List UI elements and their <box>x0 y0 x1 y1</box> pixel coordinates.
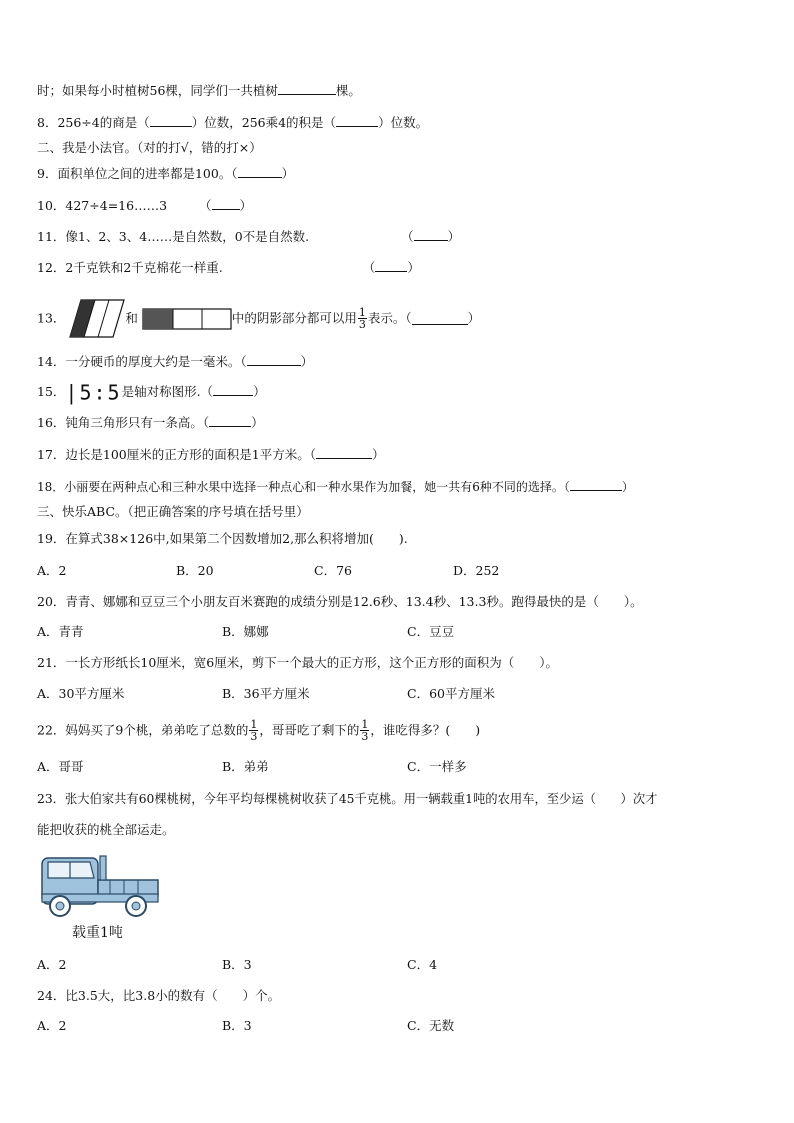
question-15: 15．|5:5是轴对称图形.（ ） <box>37 380 266 405</box>
option-c[interactable]: C．60平方厘米 <box>407 686 495 701</box>
rectangle-strip-figure <box>142 308 232 330</box>
truck-image <box>40 850 162 920</box>
option-a[interactable]: A．青青 <box>37 624 84 639</box>
section-2-heading: 二、我是小法官。（对的打√，错的打×） <box>37 140 262 155</box>
fraction-one-third: $\frac{1}{3}$ <box>250 718 258 743</box>
option-a[interactable]: A．2 <box>37 563 67 578</box>
answer-blank <box>375 259 407 272</box>
question-14: 14．一分硬币的厚度大约是一毫米。（ ） <box>37 354 314 369</box>
question-10: 10．427÷4=16……3 （ ） <box>37 198 253 213</box>
answer-blank <box>412 312 468 325</box>
question-23: 23．张大伯家共有60棵桃树，今年平均每棵桃树收获了45千克桃。用一辆载重1吨的农用车，至少运（ ）次才 <box>37 792 658 806</box>
answer-blank <box>414 228 448 241</box>
question-12: 12．2千克铁和2千克棉花一样重. （ ） <box>37 260 420 275</box>
question-18: 18．小丽要在两种点心和三种水果中选择一种点心和一种水果作为加餐，她一共有6种不同的选择。（ ） <box>37 480 634 494</box>
option-a[interactable]: A．2 <box>37 957 67 972</box>
question-9: 9．面积单位之间的进率都是100。（ ） <box>37 166 295 181</box>
option-b[interactable]: B．3 <box>222 957 252 972</box>
answer-blank <box>209 414 251 427</box>
answer-blank <box>570 478 622 491</box>
question-17: 17．边长是100厘米的正方形的面积是1平方米。（ ） <box>37 447 385 462</box>
fraction-one-third: $\frac{1}{3}$ <box>358 306 366 331</box>
answer-blank <box>336 114 378 127</box>
answer-blank <box>278 82 336 95</box>
truck-caption: 载重1吨 <box>72 925 123 941</box>
answer-blank <box>150 114 192 127</box>
question-20: 20．青青、娜娜和豆豆三个小朋友百米赛跑的成绩分别是12.6秒、13.4秒、13.3秒。跑得最快的是（ ）。 <box>37 594 643 609</box>
answer-blank <box>316 446 372 459</box>
question-19: 19．在算式38×126中,如果第二个因数增加2,那么积将增加( ). <box>37 531 408 546</box>
option-b[interactable]: B．3 <box>222 1018 252 1033</box>
question-24: 24．比3.5大，比3.8小的数有（ ）个。 <box>37 988 281 1003</box>
answer-blank <box>212 197 240 210</box>
option-b[interactable]: B．20 <box>176 563 214 578</box>
option-c[interactable]: C．豆豆 <box>407 624 455 639</box>
question-13: 13． 和 中的阴影部分都可以用 $\frac{1}{3}$ 表示。（ ） <box>37 298 480 339</box>
answer-blank <box>247 353 301 366</box>
option-b[interactable]: B．弟弟 <box>222 759 269 774</box>
question-21: 21．一长方形纸长10厘米，宽6厘米，剪下一个最大的正方形，这个正方形的面积为（ ）。 <box>37 655 559 670</box>
answer-blank <box>238 165 282 178</box>
fraction-one-third: $\frac{1}{3}$ <box>361 718 369 743</box>
option-d[interactable]: D．252 <box>453 563 500 578</box>
option-c[interactable]: C．一样多 <box>407 759 467 774</box>
answer-blank <box>213 383 253 396</box>
question-8: 8．256÷4的商是（ ）位数，256乘4的积是（ ）位数。 <box>37 115 429 130</box>
option-c[interactable]: C．4 <box>407 957 438 972</box>
question-11: 11．像1、2、3、4……是自然数，0不是自然数. （ ） <box>37 229 461 244</box>
digital-digits-figure: |5:5 <box>65 380 122 405</box>
option-a[interactable]: A．30平方厘米 <box>37 686 125 701</box>
section-3-heading: 三、快乐ABC。（把正确答案的序号填在括号里） <box>37 504 309 519</box>
question-16: 16．钝角三角形只有一条高。（ ） <box>37 415 264 430</box>
question-7-tail: 时；如果每小时植树56棵，同学们一共植树 棵。 <box>37 83 361 98</box>
option-b[interactable]: B．娜娜 <box>222 624 269 639</box>
option-c[interactable]: C．76 <box>314 563 352 578</box>
option-b[interactable]: B．36平方厘米 <box>222 686 310 701</box>
parallelogram-figure <box>69 299 125 339</box>
question-22: 22．妈妈买了9个桃，弟弟吃了总数的 $\frac{1}{3}$ ，哥哥吃了剩下的 $\frac{1}{3}$ ，谁吃得多？( ) <box>37 718 481 743</box>
option-a[interactable]: A．2 <box>37 1018 67 1033</box>
question-23-cont: 能把收获的桃全部运走。 <box>37 822 175 837</box>
option-c[interactable]: C．无数 <box>407 1018 455 1033</box>
option-a[interactable]: A．哥哥 <box>37 759 84 774</box>
